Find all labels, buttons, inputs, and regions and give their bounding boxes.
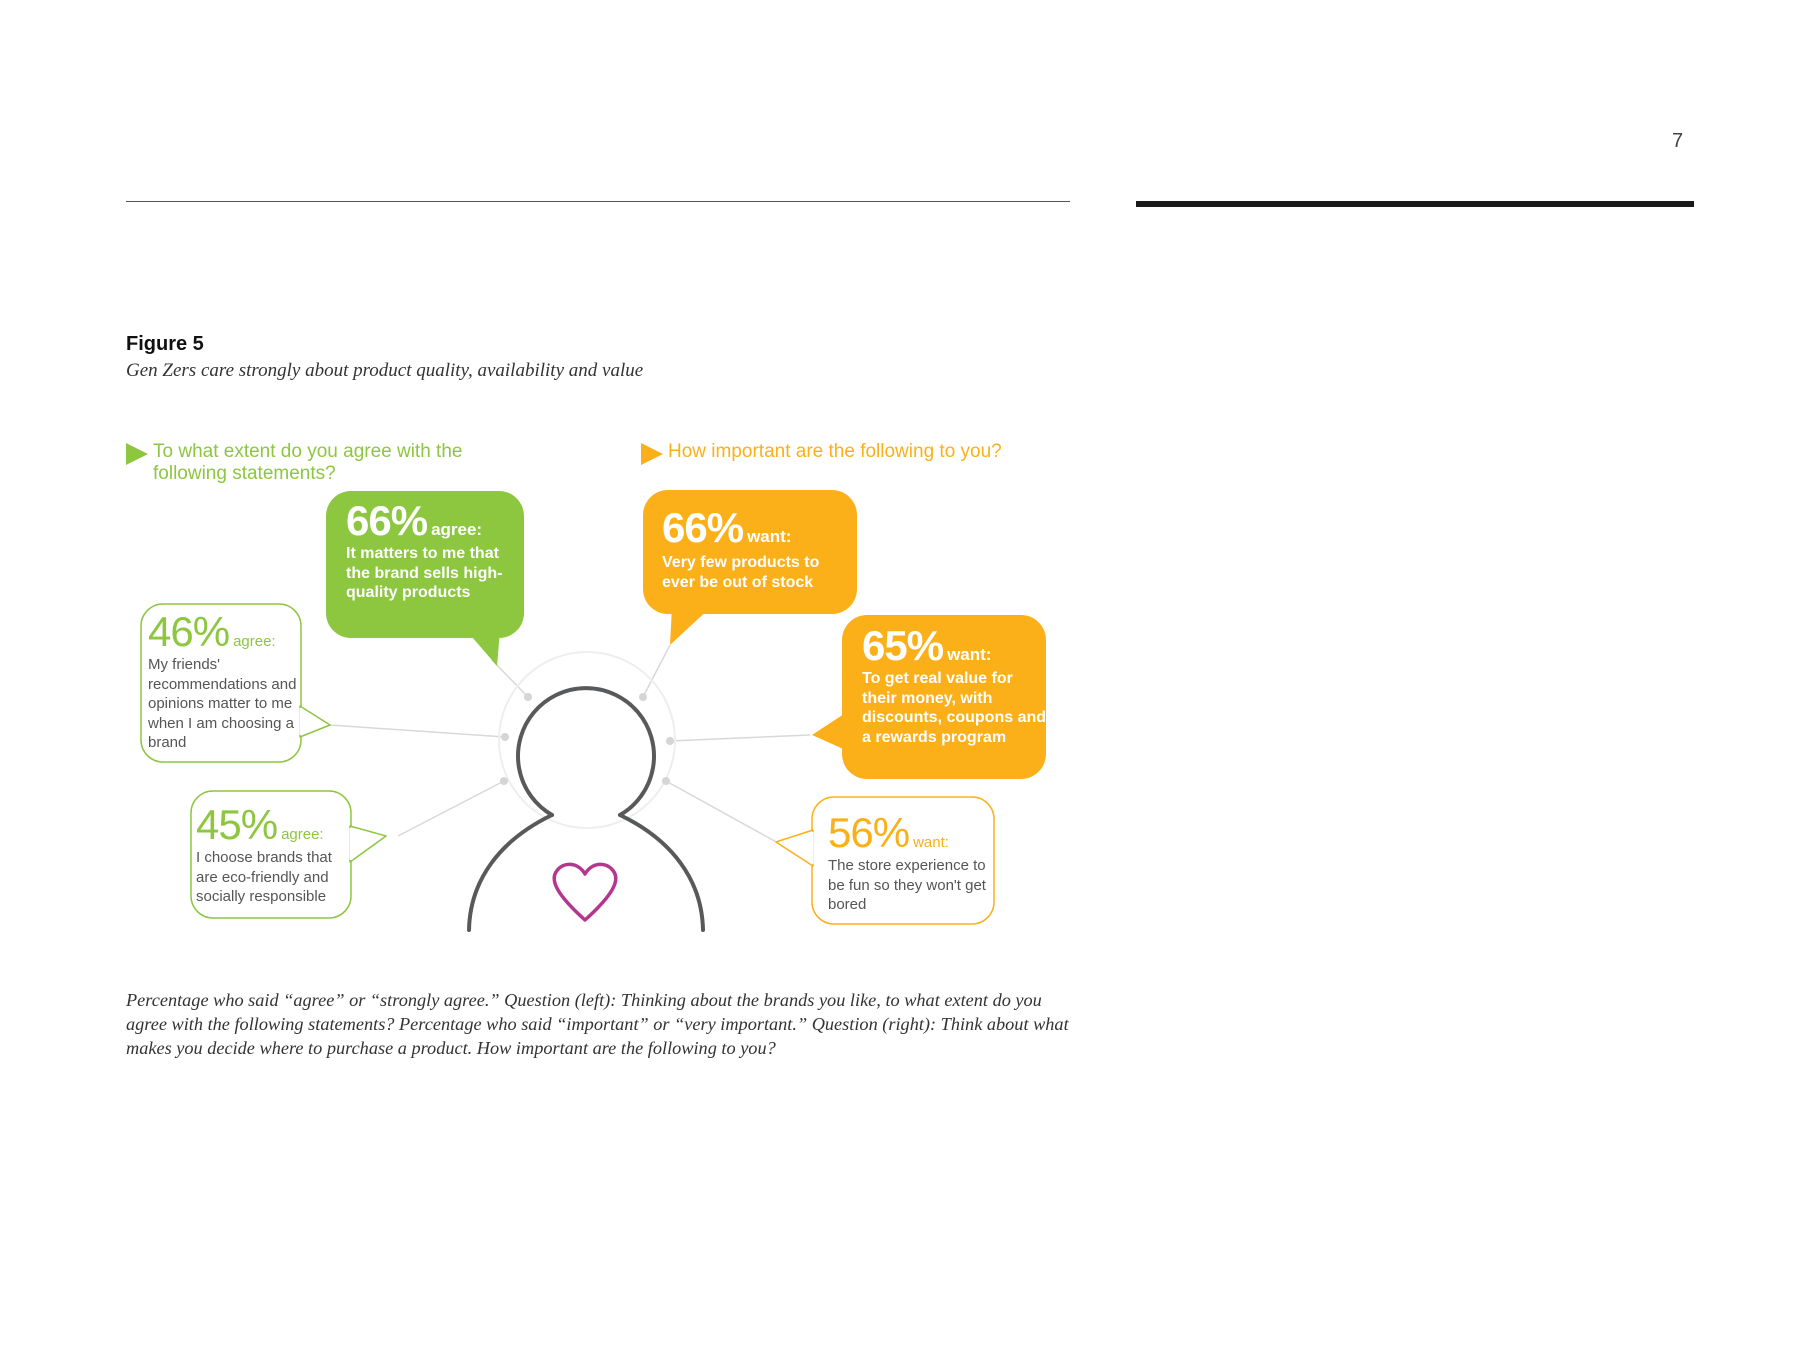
bubble-left-3-text <box>196 801 354 907</box>
statement-text: The store experience to be fun so they won't get bored <box>828 857 986 913</box>
halo-ring <box>499 652 675 828</box>
percent-value: 66% <box>662 504 744 551</box>
heart-icon <box>554 864 616 920</box>
percent-word: agree: <box>431 520 483 539</box>
statement-text: To get real value for their money, with discounts, coupons and a rewards program <box>862 670 1047 746</box>
connector-dots <box>500 693 674 785</box>
page-number: 7 <box>1672 130 1684 152</box>
bubble-left-2-text <box>148 608 300 753</box>
percent-word: want: <box>747 527 792 546</box>
percent-word: agree: <box>281 826 324 843</box>
connector-lines <box>330 645 810 844</box>
percent-word: want: <box>947 645 992 664</box>
figure-label: Figure 5 <box>126 333 204 355</box>
percent-value: 46% <box>148 608 230 655</box>
question-right-text: How important are the following to you? <box>668 441 1002 462</box>
statement-text: My friends' recommendations and opinions matter to me when I am choosing a brand <box>148 656 297 751</box>
bubble-right-2-text <box>862 622 1047 747</box>
figure-caption: Gen Zers care strongly about product quality, availability and value <box>126 360 644 381</box>
person-icon <box>469 688 703 930</box>
bubble-left-1-text <box>346 497 516 603</box>
statement-text: Very few products to ever be out of stock <box>662 554 820 591</box>
percent-value: 45% <box>196 801 278 848</box>
statement-text: I choose brands that are eco-friendly and socially responsible <box>196 849 332 905</box>
bubble-right-3-text <box>828 809 992 915</box>
figure-footnote: Percentage who said “agree” or “strongly agree.” Question (left): Thinking about the brands you like, to what extent do you agree with the following statements? Percentage who said “important” or “very important.” Question (right): Think about what makes you decide where to purchase a product. How important are the following to you? <box>126 990 1069 1058</box>
percent-value: 66% <box>346 497 428 544</box>
bubble-right-1-text <box>662 504 852 592</box>
percent-word: agree: <box>233 633 276 650</box>
statement-text: It matters to me that the brand sells high-quality products <box>346 545 503 601</box>
percent-value: 65% <box>862 622 944 669</box>
question-left-text: To what extent do you agree with the following statements? <box>153 441 463 484</box>
percent-word: want: <box>913 834 949 851</box>
percent-value: 56% <box>828 809 910 856</box>
